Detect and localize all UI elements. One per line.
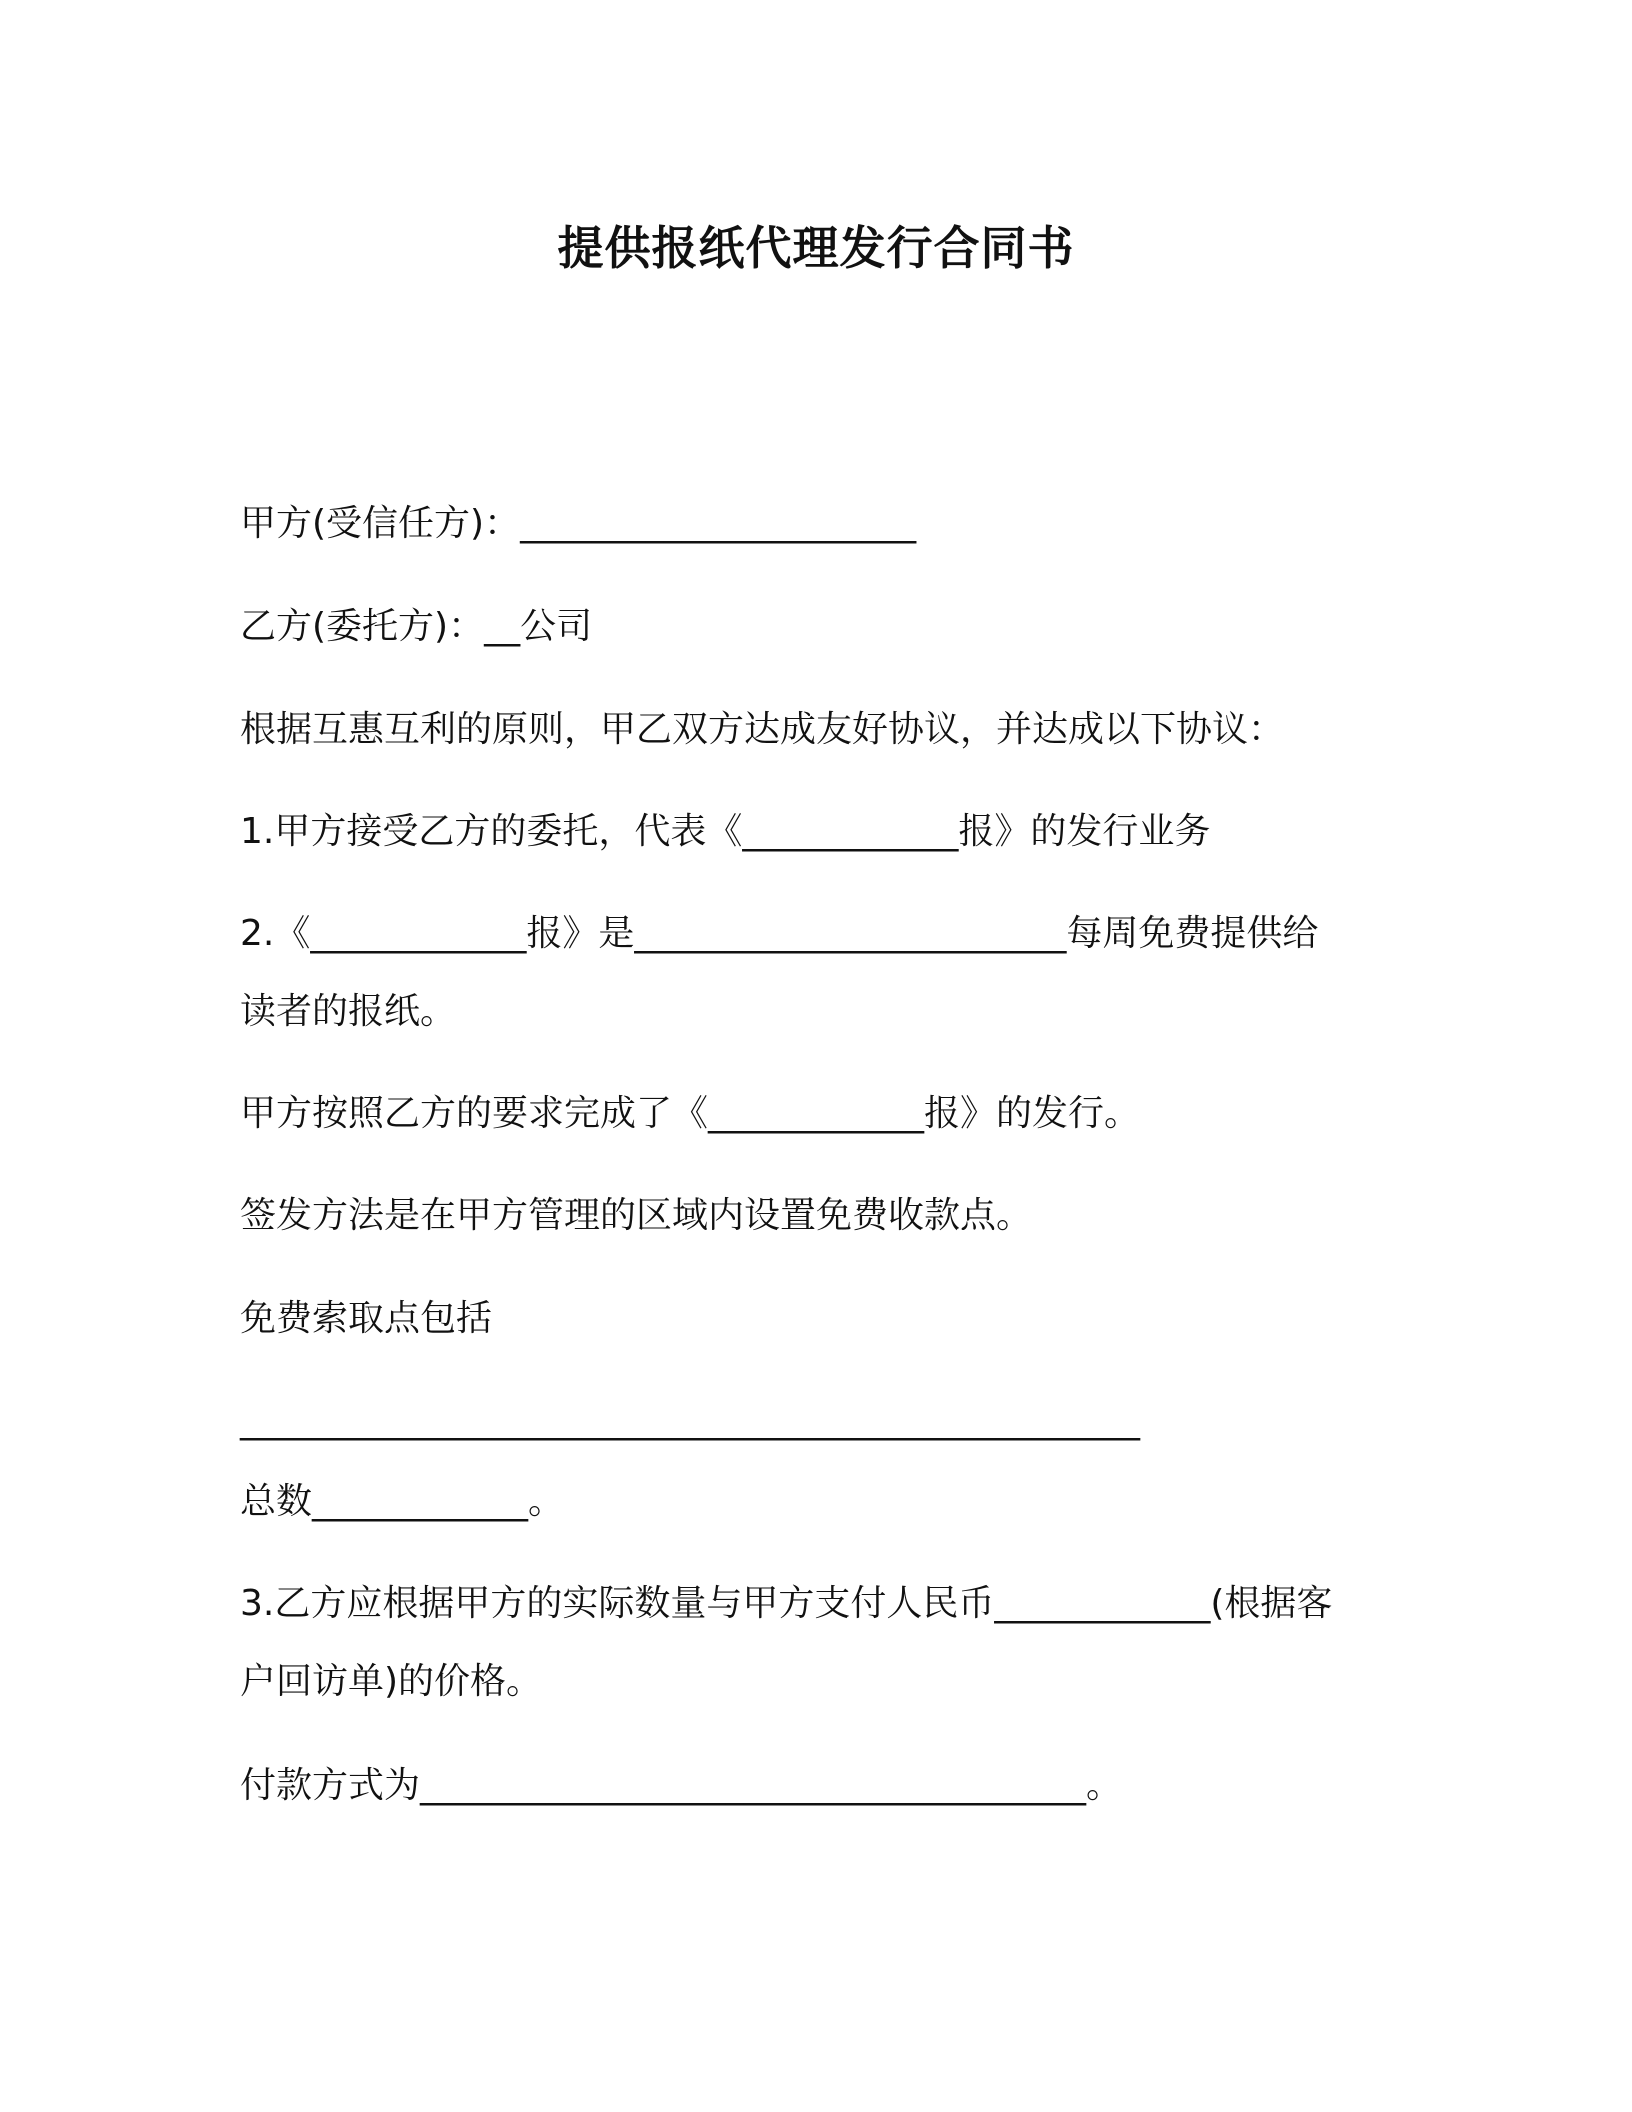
- clause-1: 1.甲方接受乙方的委托，代表《____________报》的发行业务: [240, 811, 1211, 852]
- clause-3-line-2: 户回访单)的价格。: [240, 1661, 543, 1702]
- total-count-line: 总数____________。: [240, 1481, 565, 1522]
- free-pickup-points-label: 免费索取点包括: [240, 1298, 493, 1339]
- clause-2-line-2: 读者的报纸。: [240, 991, 457, 1032]
- distribution-completion-line: 甲方按照乙方的要求完成了《____________报》的发行。: [240, 1093, 1141, 1134]
- agreement-intro: 根据互惠互利的原则，甲乙双方达成友好协议，并达成以下协议：: [240, 709, 1285, 750]
- clause-2-line-1: 2.《____________报》是________________________每周免费提供给: [240, 913, 1319, 954]
- document-title: 提供报纸代理发行合同书: [557, 221, 1075, 275]
- issuance-method-line: 签发方法是在甲方管理的区域内设置免费收款点。: [240, 1195, 1033, 1236]
- party-b-line: 乙方(委托方)：__公司: [240, 606, 593, 647]
- party-a-line: 甲方(受信任方)：______________________: [240, 503, 917, 544]
- clause-3-line-1: 3.乙方应根据甲方的实际数量与甲方支付人民币____________(根据客: [240, 1583, 1333, 1624]
- free-pickup-points-blank: __________________________________________________: [240, 1400, 1140, 1441]
- payment-method-line: 付款方式为_____________________________________。: [240, 1765, 1123, 1806]
